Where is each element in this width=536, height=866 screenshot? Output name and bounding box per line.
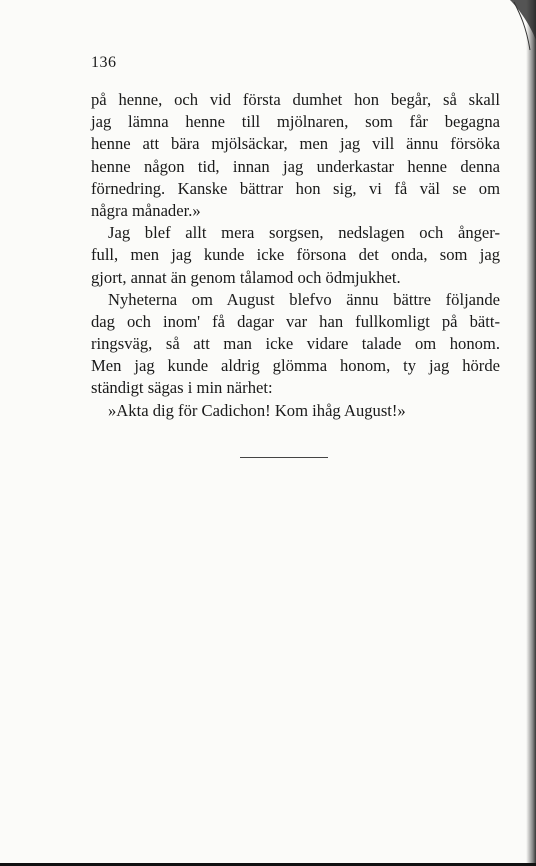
text-line: dag och inom' få dagar var han fullkomligt på bätt- bbox=[91, 311, 500, 331]
body-text bbox=[91, 89, 500, 422]
paragraph-start-line: Nyheterna om August blefvo ännu bättre följande bbox=[108, 289, 500, 309]
scan-edge-shadow bbox=[514, 0, 536, 866]
section-divider bbox=[240, 457, 328, 458]
text-line: några månader.» bbox=[91, 200, 201, 220]
paragraph-start-line: »Akta dig för Cadichon! Kom ihåg August!» bbox=[108, 400, 406, 420]
text-line: på henne, och vid första dumhet hon begår, så skall bbox=[91, 90, 500, 109]
text-line: ringsväg, så att man icke vidare talade om honom. bbox=[91, 334, 500, 354]
text-line: henne att bära mjölsäckar, men jag vill ännu försöka bbox=[91, 134, 500, 154]
text-line: full, men jag kunde icke försona det onda, som jag bbox=[91, 245, 500, 265]
text-line: jag lämna henne till mjölnaren, som får begagna bbox=[91, 112, 500, 132]
scan-corner-mark bbox=[500, 0, 536, 60]
text-line: gjort, annat än genom tålamod och ödmjukhet. bbox=[91, 267, 401, 287]
text-line: henne någon tid, innan jag underkastar henne denna bbox=[91, 156, 500, 176]
text-line: förnedring. Kanske bättrar hon sig, vi få väl se om bbox=[91, 178, 500, 198]
text-line: Men jag kunde aldrig glömma honom, ty jag hörde bbox=[91, 356, 500, 376]
text-line: ständigt sägas i min närhet: bbox=[91, 378, 273, 398]
page-number: 136 bbox=[91, 54, 117, 71]
paragraph-start-line: Jag blef allt mera sorgsen, nedslagen och ånger- bbox=[108, 223, 500, 243]
